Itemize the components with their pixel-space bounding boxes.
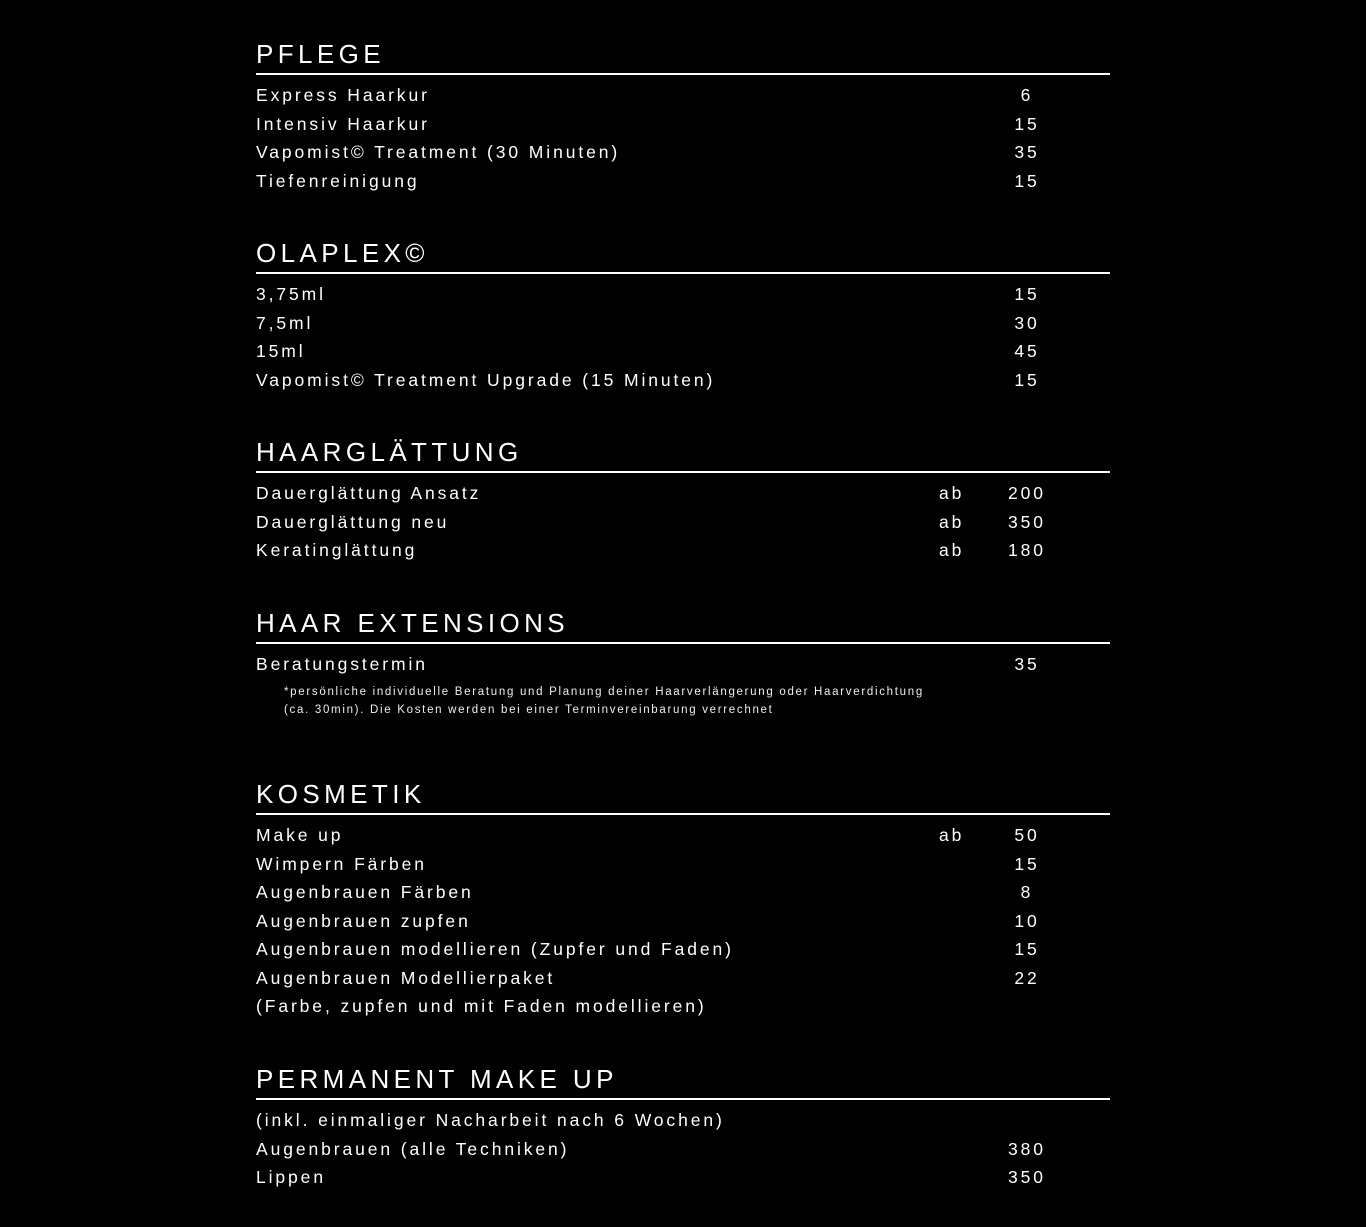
item-name: Tiefenreinigung [256,170,420,191]
section-divider [256,813,1110,815]
section-title: HAARGLÄTTUNG [256,437,523,467]
price-row [256,167,1110,196]
price-row [256,821,1110,850]
item-note: *persönliche individuelle Beratung und Planung deiner Haarverlängerung oder Haarverdichtung (ca. 30min). Die Kosten werden bei einer Terminvereinbarung verrechnet [284,685,924,717]
item-name: Keratinglättung [256,540,418,561]
item-price: 15 [1014,170,1040,191]
item-price: 35 [1014,654,1040,674]
item-name: Augenbrauen (alle Techniken) [256,1138,570,1159]
price-row [256,878,1110,907]
price-prefix: ab [939,511,965,532]
section-kosmetik [256,780,1110,1019]
price-row [256,508,1110,537]
price-row [256,280,1110,309]
price-row [256,650,1110,679]
price-prefix: ab [939,483,965,503]
item-price: 35 [1014,142,1040,163]
price-prefix: ab [939,540,965,561]
item-name: Vapomist© Treatment Upgrade (15 Minuten) [256,369,716,390]
price-row [256,850,1110,879]
section-pflege [256,40,1110,195]
item-price: 50 [1014,825,1040,845]
price-row [256,1163,1110,1192]
item-name: 3,75ml [256,284,326,304]
item-price: 350 [1008,511,1046,532]
item-description: (Farbe, zupfen und mit Faden modellieren) [256,995,707,1016]
item-price: 15 [1014,369,1040,390]
section-haarglaettung [256,438,1110,565]
item-price: 15 [1014,113,1040,134]
item-name: 15ml [256,341,306,362]
item-price: 15 [1014,284,1040,304]
price-row [256,366,1110,395]
item-name: Make up [256,825,344,845]
item-name: Augenbrauen Modellierpaket [256,967,556,988]
item-name: Express Haarkur [256,85,430,105]
section-title: HAAR EXTENSIONS [256,608,570,638]
item-price: 6 [1020,85,1034,105]
section-divider [256,73,1110,75]
price-prefix: ab [939,825,965,845]
item-name: Beratungstermin [256,654,428,674]
item-name: 7,5ml [256,312,314,333]
item-price: 180 [1008,540,1046,561]
section-title: PFLEGE [256,39,385,69]
section-permanent-make-up [256,1065,1110,1192]
item-price: 22 [1014,967,1040,988]
price-row [256,81,1110,110]
section-divider [256,1098,1110,1100]
price-row [256,337,1110,366]
item-price: 350 [1008,1167,1046,1188]
item-name: Intensiv Haarkur [256,113,430,134]
price-row [256,309,1110,338]
section-olaplex [256,239,1110,394]
item-name: Lippen [256,1167,326,1188]
item-name: Augenbrauen Färben [256,882,474,903]
section-title: KOSMETIK [256,779,426,809]
price-row [256,479,1110,508]
section-divider [256,642,1110,644]
item-name: Wimpern Färben [256,853,427,874]
item-name: Augenbrauen modellieren (Zupfer und Faden) [256,939,734,960]
section-divider [256,471,1110,473]
price-row [256,110,1110,139]
price-row [256,935,1110,964]
item-name: Dauerglättung neu [256,511,450,532]
price-row [256,536,1110,565]
item-name: Augenbrauen zupfen [256,910,471,931]
item-price: 45 [1014,341,1040,362]
item-price: 15 [1014,939,1040,960]
section-haar-extensions [256,609,1110,720]
item-name: Vapomist© Treatment (30 Minuten) [256,142,621,163]
price-row [256,1135,1110,1164]
section-divider [256,272,1110,274]
item-name: Dauerglättung Ansatz [256,483,482,503]
price-row [256,964,1110,993]
item-price: 10 [1014,910,1040,931]
item-price: 8 [1020,882,1034,903]
item-price: 380 [1008,1138,1046,1159]
item-price: 200 [1008,483,1046,503]
section-title: OLAPLEX© [256,238,429,268]
item-price: 15 [1014,853,1040,874]
section-title: PERMANENT MAKE UP [256,1064,618,1094]
section-subtitle: (inkl. einmaliger Nacharbeit nach 6 Wochen) [256,1110,725,1130]
price-row [256,907,1110,936]
price-row [256,138,1110,167]
item-price: 30 [1014,312,1040,333]
